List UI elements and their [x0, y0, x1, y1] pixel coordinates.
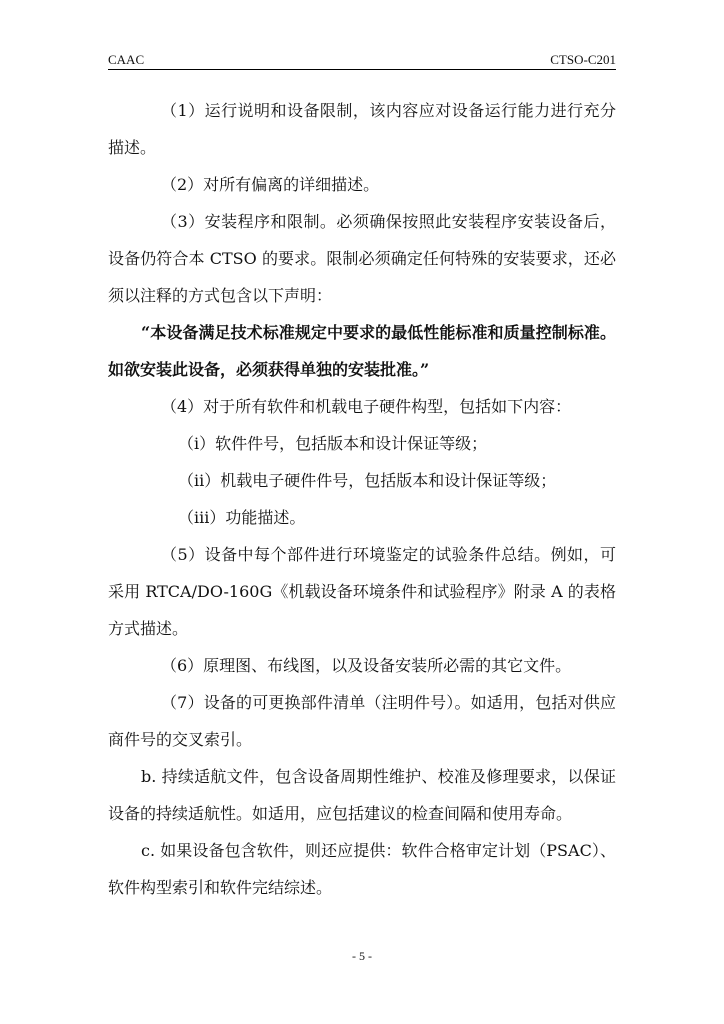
paragraph-schematics: （6）原理图、布线图，以及设备安装所必需的其它文件。 [161, 656, 572, 675]
paragraph-environmental: （5）设备中每个部件进行环境鉴定的试验条件总结。例如，可采用 RTCA/DO-160G《机载设备环境条件和试验程序》附录 A 的表格方式描述。 [108, 545, 616, 638]
paragraph-replaceable-parts: （7）设备的可更换部件清单（注明件号）。如适用，包括对供应商件号的交叉索引。 [108, 693, 616, 749]
header-org: CAAC [108, 52, 145, 67]
paragraph-statement: “本设备满足技术标准规定中要求的最低性能标准和质量控制标准。如欲安装此设备，必须获得单独的安装批准。” [108, 323, 616, 379]
header-doc-id: CTSO-C201 [550, 52, 616, 67]
paragraph-software-documents: c. 如果设备包含软件，则还应提供：软件合格审定计划（PSAC）、软件构型索引和软件完结综述。 [108, 841, 616, 897]
paragraph-software-hardware: （4）对于所有软件和机载电子硬件构型，包括如下内容： [161, 397, 572, 416]
list-item-hardware-part: （ii）机载电子硬件件号，包括版本和设计保证等级； [178, 471, 557, 490]
page-number: - 5 - [352, 949, 372, 963]
paragraph-installation: （3）安装程序和限制。必须确保按照此安装程序安装设备后，设备仍符合本 CTSO 的要求。限制必须确定任何特殊的安装要求，还必须以注释的方式包含以下声明： [108, 212, 616, 305]
paragraph-deviations: （2）对所有偏离的详细描述。 [161, 175, 380, 194]
paragraph-continued-airworthiness: b. 持续适航文件，包含设备周期性维护、校准及修理要求，以保证设备的持续适航性。如适用，应包括建议的检查间隔和使用寿命。 [108, 767, 616, 823]
list-item-function: （iii）功能描述。 [178, 508, 306, 527]
paragraph-operating-instructions: （1）运行说明和设备限制，该内容应对设备运行能力进行充分描述。 [108, 101, 616, 157]
page-body [108, 92, 616, 906]
list-item-software-part: （i）软件件号，包括版本和设计保证等级； [178, 434, 488, 453]
page-header [108, 50, 616, 70]
header-rule [108, 69, 616, 70]
